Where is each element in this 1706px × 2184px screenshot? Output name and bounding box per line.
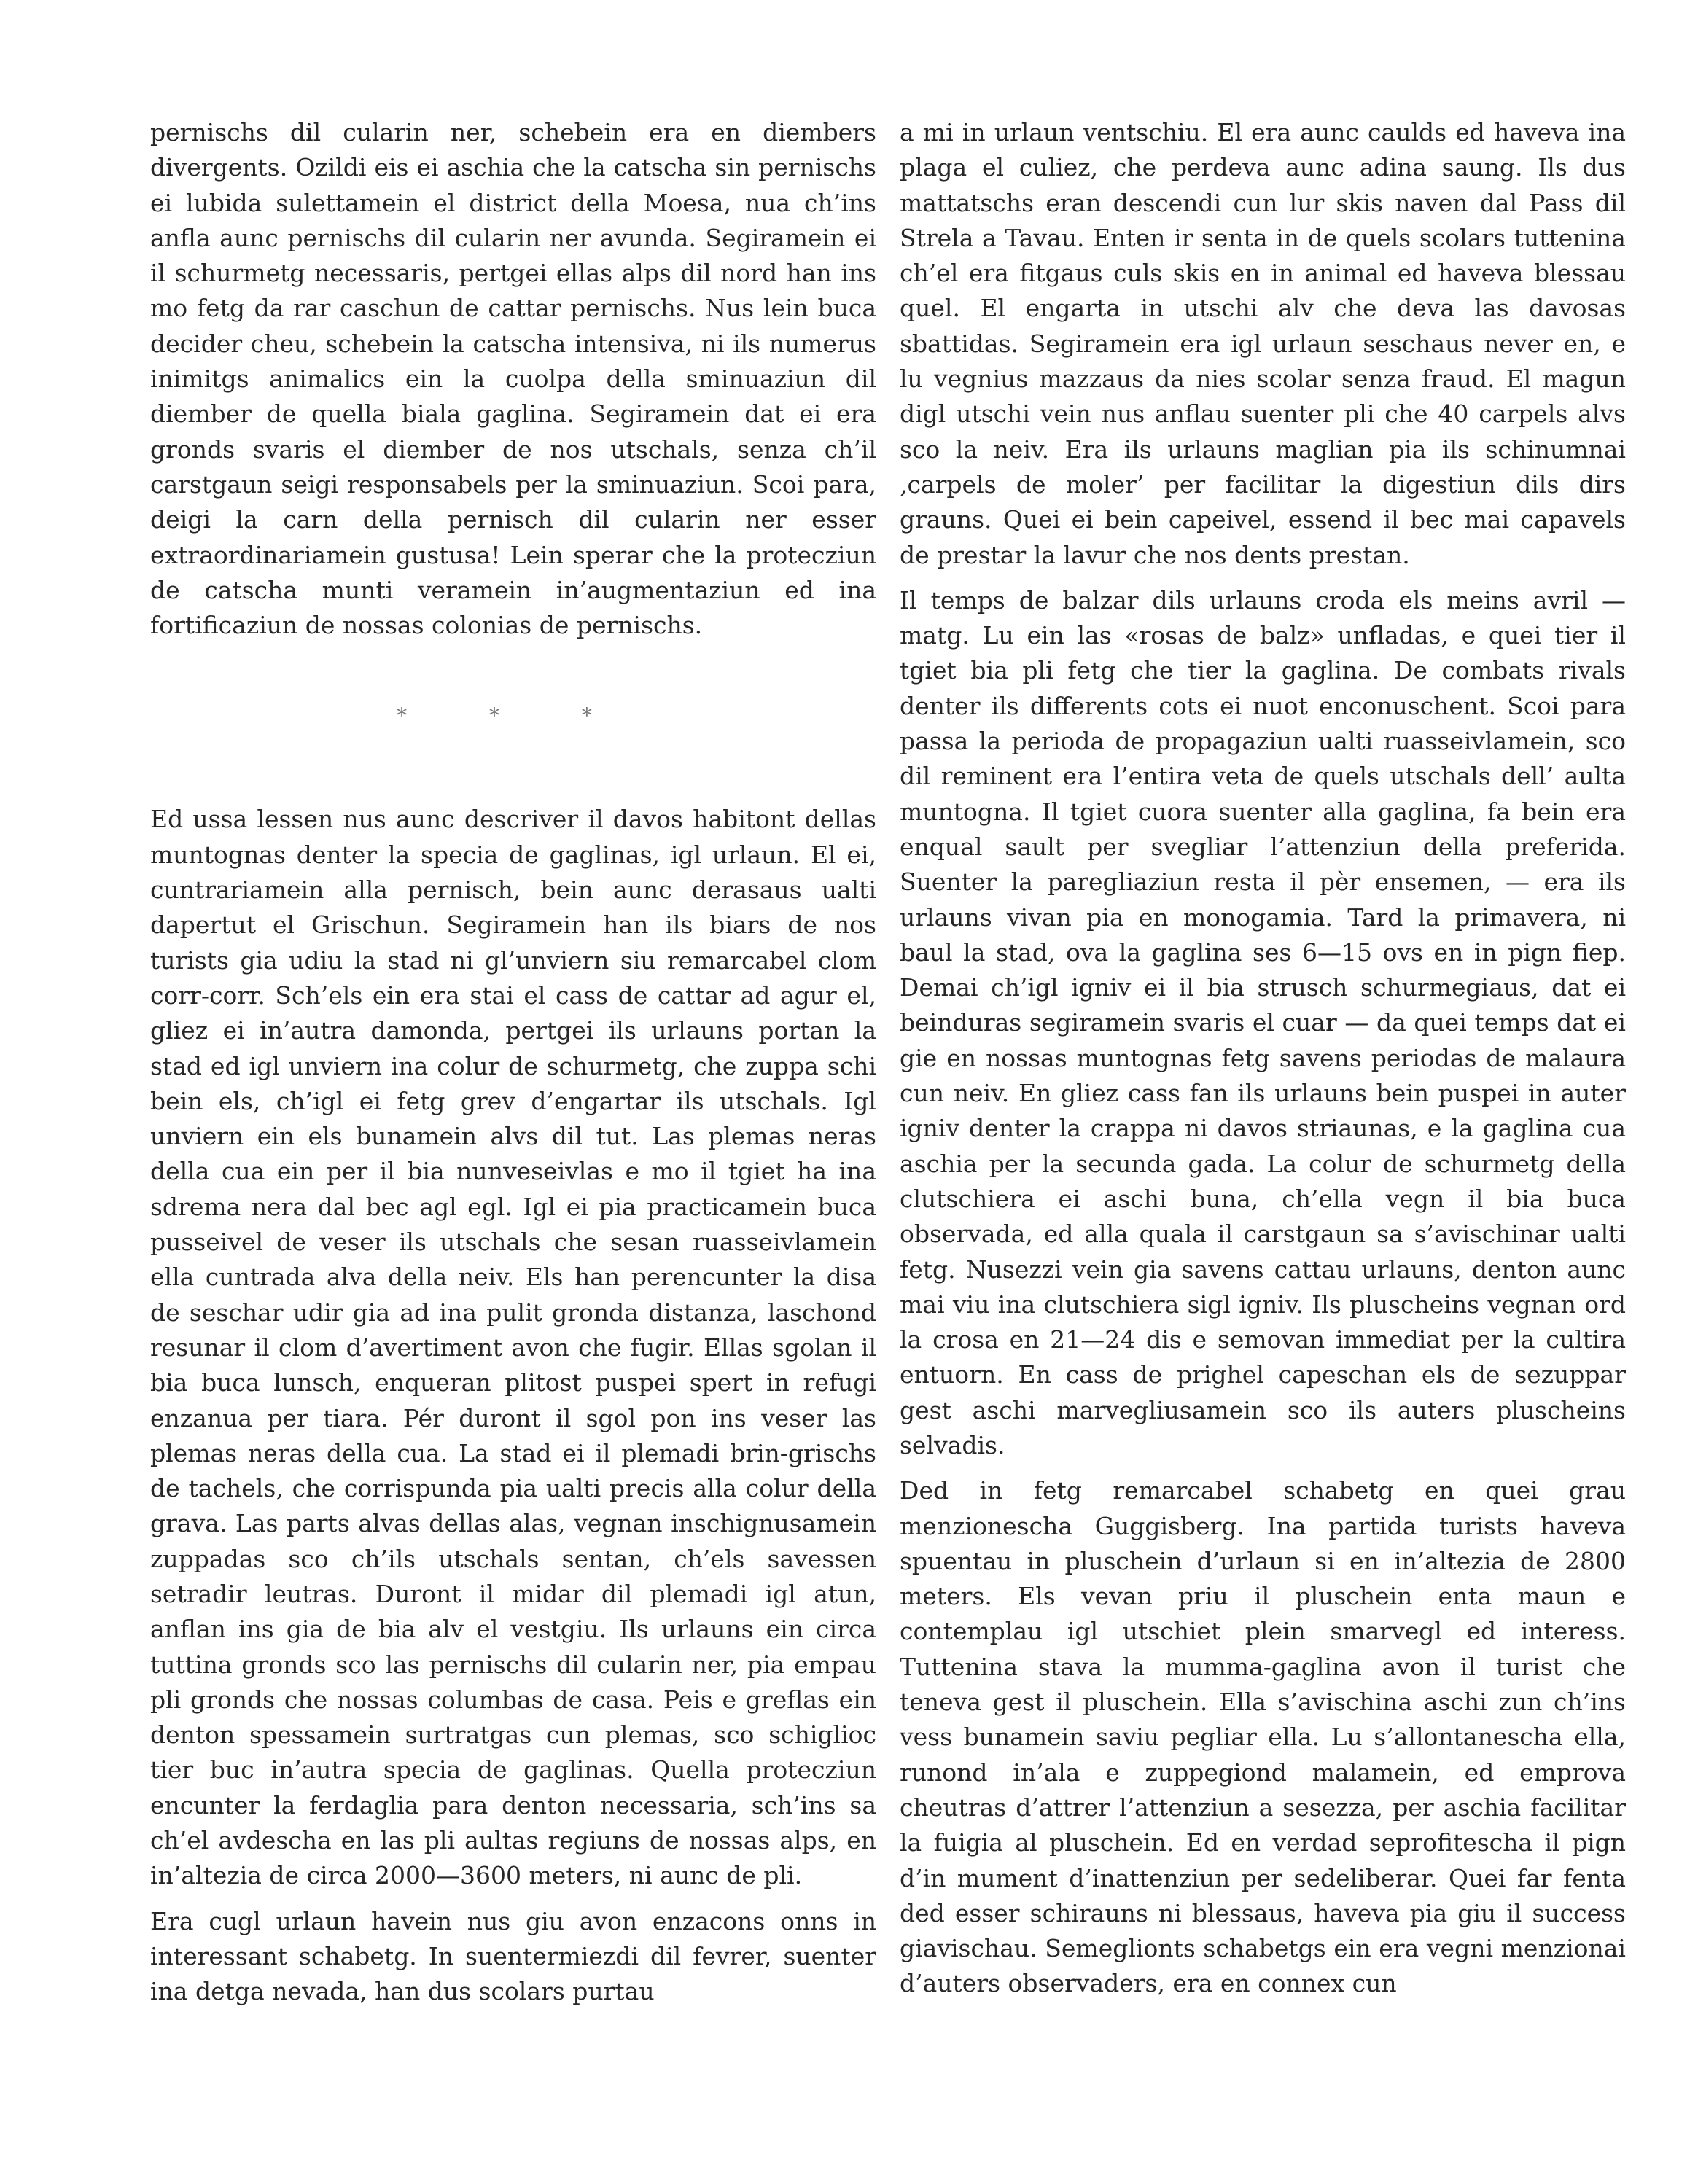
paragraph-urlaun-description: Ed ussa lessen nus aunc descriver il davos habitont dellas muntognas denter la specia de gaglinas, igl urlaun. El ei, cuntrariamein alla pernisch, bein aunc derasaus ualti dapertut el Grischun. Segiramein han ils biars de nos turists gia udiu la stad ni gl’unviern siu remarcabel clom corr-corr. Sch’els ein era stai el cass de cattar ad agur el, gliez ei in’autra damonda, pertgei ils urlauns portan la stad ed igl unviern ina colur de schurmetg, che zuppa schi bein els, ch’igl ei fetg grev d’engartar ils utschals. Igl unviern ein els bunamein alvs dil tut. Las plemas neras della cua ein per il bia nunveseivlas e mo il tgiet ha ina sdrema nera dal bec agl egl. Igl ei pia practicamein buca pusseivel de veser ils utschals che sesan ruasseivlamein ella cuntrada alva della neiv. Els han perencunter la disa de seschar udir gia ad ina pulit gronda distanza, laschond resunar il clom d’avertiment avon che fugir. Ellas sgolan il bia buca lunsch, enqueran plitost puspei spert in refugi enzanua per tiara. Pér duront il sgol pon ins veser las plemas neras della cua. La stad ei il plemadi brin-grischs de tachels, che corrispunda pia ualti precis alla colur della grava. Las parts alvas dellas alas, vegnan inschignusamein zuppadas sco ch’ils utschals sentan, ch’els savessen setradir leutras. Duront il midar dil plemadi igl atun, anflan ins gia de bia alv el vestgiu. Ils urlauns ein circa tuttina gronds sco las pernischs dil cularin ner, pia empau pli gronds che nossas columbas de casa. Peis e greflas ein denton spessamein surtratgas cun plemas, sco schiglioc tier buc in’autra specia de gaglinas. Quella protecziun encunter la ferdaglia para denton necessaria, sch’ins sa ch’el avdescha en las pli aultas regiuns de nossas alps, en in’altezia de circa 2000—3600 meters, ni aunc de pli.	[150, 805, 876, 1890]
paragraph-urlaun-anecdote-continued: a mi in urlaun ventschiu. El era aunc caulds ed haveva ina plaga el culiez, che perdeva aunc adina saung. Ils dus mattatschs eran descendi cun lur skis naven dal Pass dil Strela a Tavau. Enten ir senta in de quels scolars tuttenina ch’el era fitgaus culs skis en in animal ed haveva blessau quel. El engarta in utschi alv che deva las davosas sbattidas. Segiramein era igl urlaun seschaus never en, e lu vegnius mazzaus da nies scolar senza fraud. El magun digl utschi vein nus anflau suenter pli che 40 carpels alvs sco la neiv. Era ils urlauns maglian pia ils schinumnai ‚carpels de moler’ per facilitar la digestiun dils dirs grauns. Quei ei bein capeivel, essend il bec mai capavels de prestar la lavur che nos dents prestan.	[900, 118, 1626, 569]
paragraph-guggisberg-account: Ded in fetg remarcabel schabetg en quei grau menzionescha Guggisberg. Ina partida turists haveva spuentau in pluschein d’urlaun si en in’altezia de 2800 meters. Els vevan priu il pluschein enta maun e contemplau igl utschiet plein smarvegl ed interess. Tuttenina stava la mumma-gaglina avon il turist che teneva gest il pluschein. Ella s’avischina aschi zun ch’ins vess bunamein saviu pegliar ella. Lu s’allontanescha ella, runond in’ala e zuppegiond malamein, ed emprova cheutras d’attrer l’attenziun a sesezza, per aschia facilitar la fuigia al pluschein. Ed en verdad seprofitescha il pign d’in mument d’inattenziun per sedeliberar. Quei far fenta ded esser schirauns ni blessaus, haveva pia giu il success giavischau. Semeglionts schabetgs ein era vegni menzionai d’auters observaders, era en connex cun	[900, 1476, 1626, 1998]
paragraph-pernischs-conclusion: pernischs dil cularin ner, schebein era en diembers divergents. Ozildi eis ei aschia che la catscha sin pernischs ei lubida sulettamein el district della Moesa, nua ch’ins anfla aunc pernischs dil cularin ner avunda. Segiramein ei il schurmetg necessaris, pertgei ellas alps dil nord han ins mo fetg da rar caschun de cattar pernischs. Nus lein buca decider cheu, schebein la catscha intensiva, ni ils numerus inimitgs animalics ein la cuolpa della sminuaziun dil diember de quella biala gaglina. Segiramein dat ei era gronds svaris el diember de nos utschals, senza ch’il carstgaun seigi responsabels per la sminuaziun. Scoi para, deigi la carn della pernisch dil cularin ner esser extraordinariamein gustusa! Lein sperar che la protecziun de catscha munti veramein in’augmentaziun ed ina fortificaziun de nossas colonias de pernischs.	[150, 118, 876, 640]
section-separator-asterism: * * *	[397, 703, 630, 728]
left-column	[150, 115, 876, 2010]
paragraph-urlaun-anecdote-start: Era cugl urlaun havein nus giu avon enzacons onns in interessant schabetg. In suentermiezdi dil fevrer, suenter ina detga nevada, han dus scolars purtau	[150, 1906, 876, 2006]
right-column	[900, 115, 1626, 2002]
paragraph-balz-season: Il temps de balzar dils urlauns croda els meins avril — matg. Lu ein las «rosas de balz» unfladas, e quei tier il tgiet bia pli fetg che tier la gaglina. De combats rivals denter ils differents cots ei nuot enconuschent. Scoi para passa la perioda de propagaziun ualti ruasseivlamein, sco dil reminent era l’entira veta de quels utschals dell’ aulta muntogna. Il tgiet cuora suenter alla gaglina, fa bein era enqual sault per svegliar l’attenziun della preferida. Suenter la paregliaziun resta il pèr ensemen, — era ils urlauns vivan pia en monogamia. Tard la primavera, ni baul la stad, ova la gaglina ses 6—15 ovs en in pign fiep. Demai ch’igl igniv ei il bia strusch schurmegiaus, dat ei beinduras segiramein svaris el cuar — da quei temps dat ei gie en nossas muntognas fetg savens periodas de malaura cun neiv. En gliez cass fan ils urlauns bein puspei in auter igniv denter la crappa ni davos striaunas, e la gaglina cua aschia per la secunda gada. La colur de schurmetg della clutschiera ei aschi buna, ch’ella vegn il bia buca observada, ed alla quala il carstgaun sa s’avischinar ualti fetg. Nusezzi vein gia savens cattau urlauns, denton aunc mai viu ina clutschiera sigl igniv. Ils pluscheins vegnan ord la crosa en 21—24 dis e semovan immediat per la cultira entuorn. En cass de prighel capeschan els de sezuppar gest aschi marvegliusamein sco ils auters pluscheins selvadis.	[900, 585, 1626, 1459]
